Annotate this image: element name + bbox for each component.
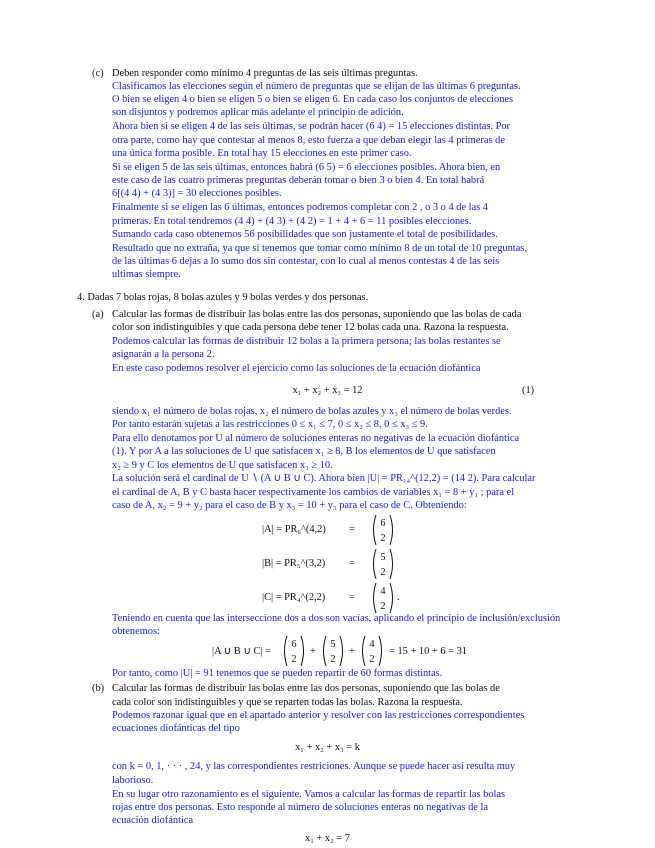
answer-line: Ahora bien si se eligen 4 de las seis últimas, se podrán hacer (6 4) = 15 elecciones distintas. Por [112,121,511,132]
answer-line: obtenemos: [112,626,160,637]
answer-line: Por tanto estarán sujetas a las restricciones 0 ≤ x₁ ≤ 7, 0 ≤ x₂ ≤ 8, 0 ≤ x₃ ≤ 9. [112,419,428,430]
binomial-c [370,581,400,615]
answer-line: ecuación diofántica [112,815,194,826]
binomial-top: 6 [291,639,297,650]
binomial-union-2 [320,634,348,668]
answer-line: Sumando cada caso obtenemos 56 posibilidades que son justamente el total de posibilidades. [112,229,498,240]
binomial-a [370,513,400,547]
answer-line: (1). Y por A a las soluciones de U que satisfacen x₁ ≥ 8, B los elementos de U que satisfacen [112,446,496,457]
union-result: = 15 + 10 + 6 = 31 [389,646,467,657]
answer-line: siendo x₁ el número de bolas rojas, x₂ el número de bolas azules y x₃ el número de bolas verdes. [112,406,512,417]
part-a-question-line: Calcular las formas de distribuir las bolas entre las dos personas, suponiendo que las bolas de cada [112,309,522,320]
answer-line: O bien se eligen 4 o bien se eligen 5 o bien se eligen 6. En cada caso los conjuntos de elecciones [112,94,514,105]
answer-line: Clasificamos las elecciones según el número de preguntas que se elijan de las últimas 6 preguntas. [112,81,521,92]
cardinal-a-lhs: |A| = PR₆^(4,2) [262,524,326,535]
cardinal-b-lhs: |B| = PR₅^(3,2) [262,558,326,569]
part-a-marker: (a) [92,309,104,320]
answer-line: asignarán a la persona 2. [112,349,215,360]
answer-line: ecuaciones diofánticas del tipo [112,723,240,734]
answer-line: En este caso podemos resolver el ejercicio como las soluciones de la ecuación diofántica [112,363,481,374]
binomial-top: 5 [380,552,386,563]
binomial-top: 6 [380,518,386,529]
part-b-marker: (b) [92,683,105,694]
answer-line: de las últimas 6 dejas a lo sumo dos sin contestar, con lo cual al menos contestas 4 de las seis [112,256,500,267]
binomial-bottom: 2 [291,654,297,665]
equation-1: x₁ + x₂ + x₃ = 12 [292,385,363,396]
answer-line: Para ello denotamos por U al número de soluciones enteras no negativas de la ecuación diofántica [112,433,520,444]
binomial-union-3 [359,634,387,668]
binomial-top: 4 [380,586,386,597]
cardinal-c-lhs: |C| = PR₄^(2,2) [262,592,326,603]
union-lhs: |A ∪ B ∪ C| = [212,646,272,657]
answer-line: este caso de las cuatro primeras preguntas deberán tomar o bien 3 o bien 4. En total habrá [112,175,485,186]
answer-line: otra parte, como hay que contestar al menos 8, esto fuerza a que deban elegir las 4 primeras de [112,135,505,146]
binomial-bottom: 2 [369,654,375,665]
answer-line: primeras. En total tendremos (4 4) + (4 3) + (4 2) = 1 + 4 + 6 = 11 posibles elecciones. [112,216,472,227]
answer-line: Teniendo en cuenta que las interseccione dos a dos son vacías, aplicando el principio de inclusión/exclusión [112,613,561,624]
part-c-marker: (c) [92,68,104,79]
answer-line: Podemos razonar igual que en el apartado anterior y resolver con las restricciones correspondientes [112,710,525,721]
answer-line: con k = 0, 1, · · · , 24, y las correspondientes restriciones. Aunque se puede hacer así resulta muy [112,761,516,772]
binomial-bottom: 2 [380,567,386,578]
answer-line: Podemos calcular las formas de distribuir 12 bolas a la primera persona; las bolas restantes se [112,336,501,347]
answer-line: En su lugar otro razonamiento es el siguiente. Vamos a calcular las formas de repartir las bolas [112,789,506,800]
answer-line: el cardinal de A, B y C basta hacer respectivamente los cambios de variables x₁ = 8 + y₁ ; para el [112,487,515,498]
answer-line: Si se eligen 5 de las seis últimas, entonces habrá (6 5) = 6 elecciones posibles. Ahora bien, en [112,162,501,173]
answer-line: una única forma posible. En total hay 15 elecciones en este primer caso. [112,148,412,159]
equation-number: (1) [522,385,535,396]
answer-line: Finalmente si se eligen las 6 últimas, entonces podremos completar con 2 , o 3 o 4 de las 4 [112,202,489,213]
union-plus: + [310,646,316,657]
binomial-top: 4 [369,639,375,650]
answer-line: rojas entre dos personas. Esto responde al número de soluciones enteras no negativas de la [112,802,488,813]
answer-line: laborioso. [112,775,154,786]
part-a-question-line: color son indistinguibles y que cada persona debe tener 12 bolas cada una. Razona la respuesta. [112,322,509,333]
answer-line: ultimas siempre. [112,269,181,280]
binomial-union-1 [281,634,309,668]
answer-line: x₂ ≥ 9 y C los elementos de U que satisfacen x₃ ≥ 10. [112,460,333,471]
cardinal-c-end: . [397,592,400,603]
answer-line: 6[(4 4) + (4 3)] = 30 elecciones posibles. [112,188,282,199]
equation-7: x₁ + x₂ = 7 [305,833,350,844]
part-a-conclusion: Por tanto, como |U| = 91 tenemos que se pueden repartir de 60 formas distintas. [112,668,443,679]
part-b-question-line: Calcular las formas de distribuir las bolas entre las dos personas, suponiendo que las bolas de [112,683,500,694]
answer-line: caso de A, x₂ = 9 + y₂ para el caso de B y x₃ = 10 + y₃ para el caso de C. Obteniendo: [112,500,467,511]
binomial-bottom: 2 [380,533,386,544]
union-plus: + [349,646,355,657]
equation-k: x₁ + x₂ + x₃ = k [295,742,360,753]
answer-line: son disjuntos y podremos aplicar más adelante el principio de adición. [112,107,404,118]
cardinal-a-eq: = [349,524,355,535]
problem-heading: 4. Dadas 7 bolas rojas, 8 bolas azules y 9 bolas verdes y dos personas. [77,292,369,303]
binomial-top: 5 [330,639,336,650]
cardinal-c-eq: = [349,592,355,603]
binomial-bottom: 2 [380,601,386,612]
binomial-bottom: 2 [330,654,336,665]
answer-line: Resultado que no extraña, ya que si tenemos que tomar como mínimo 8 de un total de 10 preguntas, [112,243,527,254]
cardinal-b-eq: = [349,558,355,569]
part-b-question-line: cada color son indistinguibles y que se reparten todas las bolas. Razona la respuesta. [112,697,463,708]
binomial-b [370,547,400,581]
part-c-question: Deben responder como mínimo 4 preguntas de las seis últimas preguntas. [112,68,418,79]
answer-line: La solución será el cardinal de U ∖ (A ∪ B ∪ C). Ahora bien |U| = PR₁₄^(12,2) = (14 2). Para calcular [112,473,536,484]
